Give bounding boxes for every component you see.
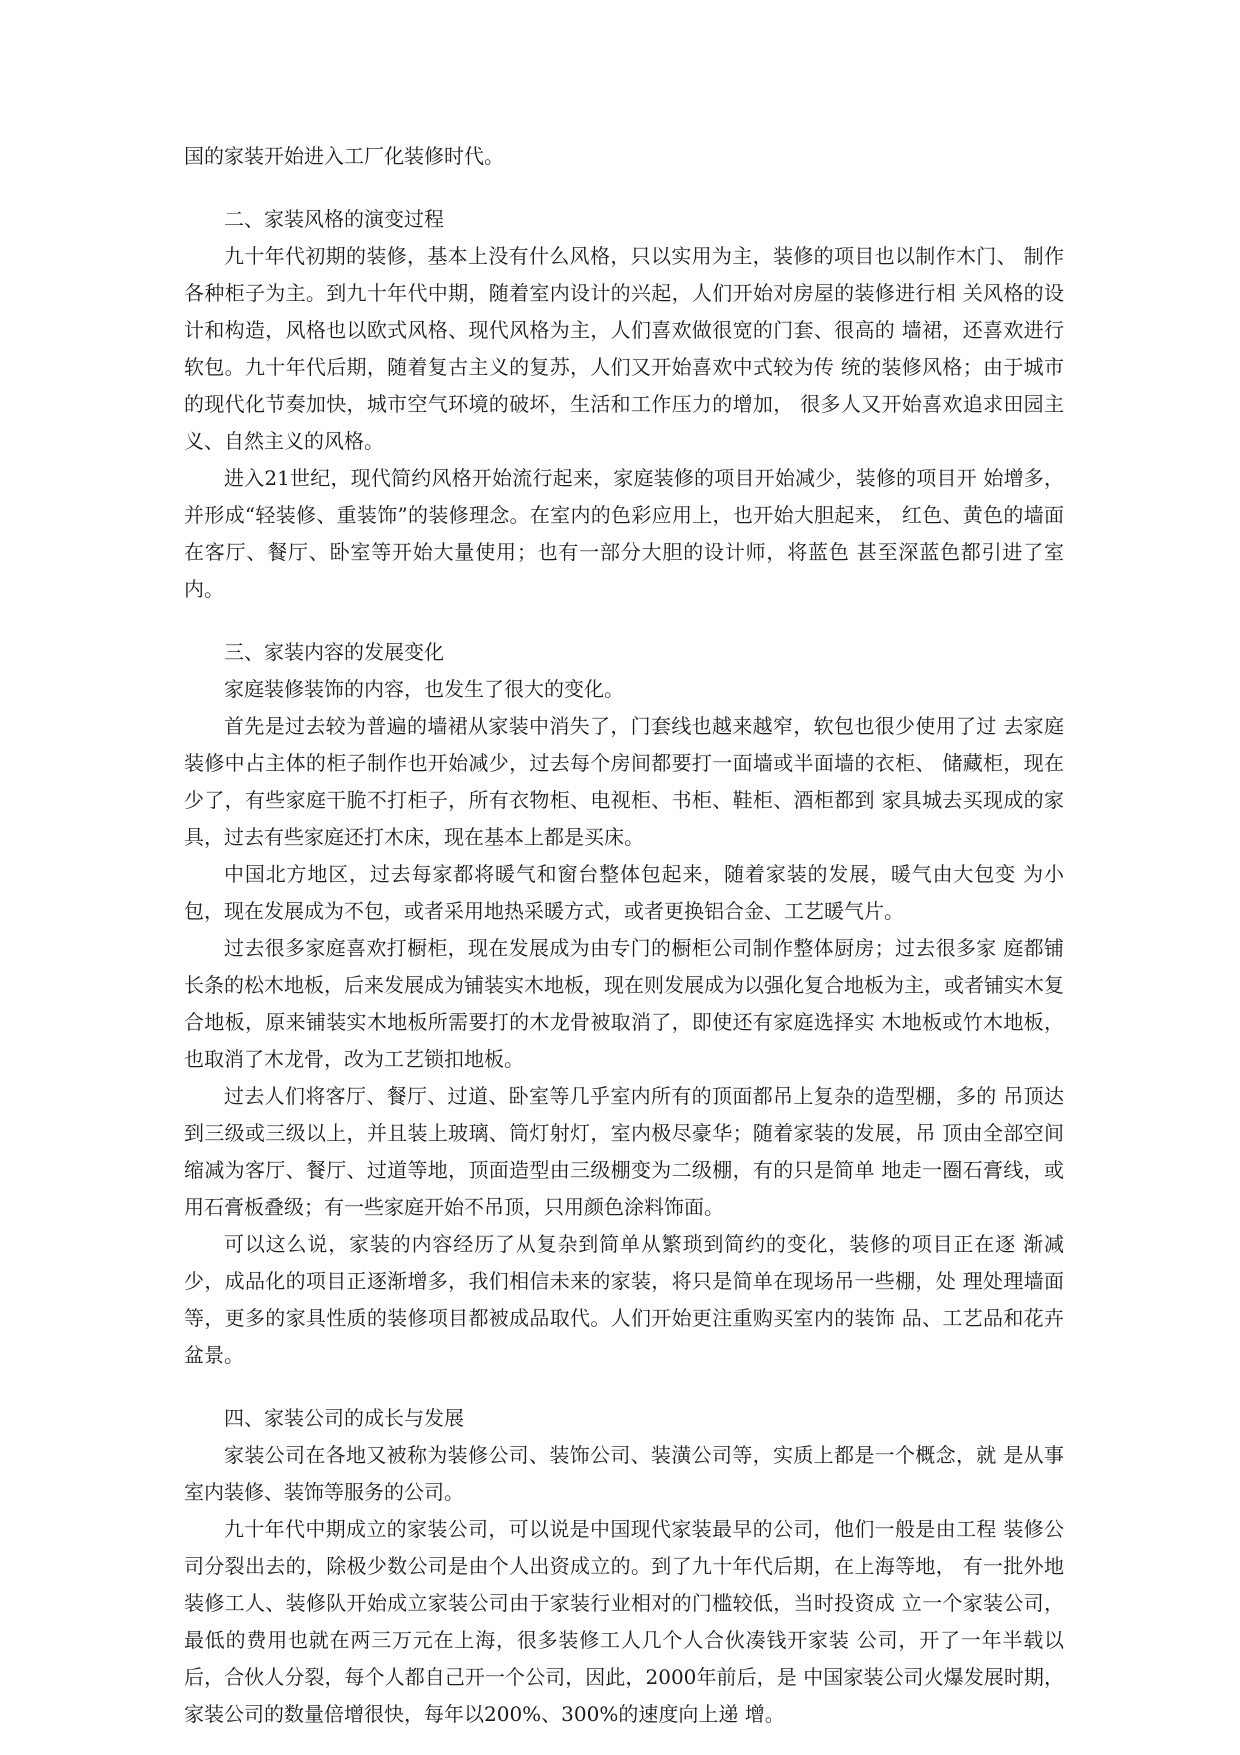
paragraph: 九十年代初期的装修，基本上没有什么风格，只以实用为主，装修的项目也以制作木门、 制作各种柜子为主。到九十年代中期，随着室内设计的兴起，人们开始对房屋的装修进行相 关风格的设计和构造，风格也以欧式风格、现代风格为主，人们喜欢做很宽的门套、很高的 墙裙，还喜欢进行软包。九十年代后期，随着复古主义的复苏，人们又开始喜欢中式较为传 统的装修风格；由于城市的现代化节奏加快，城市空气环境的破坏，生活和工作压力的增加， 很多人又开始喜欢追求田园主义、自然主义的风格。 [184,244,1064,453]
paragraph: 过去人们将客厅、餐厅、过道、卧室等几乎室内所有的顶面都吊上复杂的造型棚，多的 吊顶达到三级或三级以上，并且装上玻璃、筒灯射灯，室内极尽豪华；随着家装的发展，吊 顶由全部空间缩减为客厅、餐厅、过道等地，顶面造型由三级棚变为二级棚，有的只是简单 地走一圈石膏线，或用石膏板叠级；有一些家庭开始不吊顶，只用颜色涂料饰面。 [184,1084,1064,1219]
paragraph: 家装公司在各地又被称为装修公司、装饰公司、装潢公司等，实质上都是一个概念，就 是从事室内装修、装饰等服务的公司。 [184,1443,1064,1504]
paragraph: 家庭装修装饰的内容，也发生了很大的变化。 [224,677,624,701]
section-heading-styles: 二、家装风格的演变过程 [224,207,444,231]
paragraph: 过去很多家庭喜欢打橱柜，现在发展成为由专门的橱柜公司制作整体厨房；过去很多家 庭都铺长条的松木地板，后来发展成为铺装实木地板，现在则发展成为以强化复合地板为主，或者铺实木复合地板，原来铺装实木地板所需要打的木龙骨被取消了，即使还有家庭选择实 木地板或竹木地板，也取消了木龙骨，改为工艺锁扣地板。 [184,936,1064,1071]
paragraph: 中国北方地区，过去每家都将暖气和窗台整体包起来，随着家装的发展，暖气由大包变 为小包，现在发展成为不包，或者采用地热采暖方式，或者更换铝合金、工艺暖气片。 [184,862,1064,923]
paragraph: 可以这么说，家装的内容经历了从复杂到简单从繁琐到简约的变化，装修的项目正在逐 渐减少，成品化的项目正逐渐增多，我们相信未来的家装，将只是简单在现场吊一些棚，处 理处理墙面等，更多的家具性质的装修项目都被成品取代。人们开始更注重购买室内的装饰 品、工艺品和花卉盆景。 [184,1232,1064,1367]
paragraph: 进入21世纪，现代简约风格开始流行起来，家庭装修的项目开始减少，装修的项目开 始增多，并形成“轻装修、重装饰”的装修理念。在室内的色彩应用上，也开始大胆起来， 红色、黄色的墙面在客厅、餐厅、卧室等开始大量使用；也有一部分大胆的设计师，将蓝色 甚至深蓝色都引进了室内。 [184,466,1064,601]
section-heading-content: 三、家装内容的发展变化 [224,640,444,664]
paragraph: 首先是过去较为普遍的墙裙从家装中消失了，门套线也越来越窄，软包也很少使用了过 去家庭装修中占主体的柜子制作也开始减少，过去每个房间都要打一面墙或半面墙的衣柜、 储藏柜，现在少了，有些家庭干脆不打柜子，所有衣物柜、电视柜、书柜、鞋柜、酒柜都到 家具城去买现成的家具，过去有些家庭还打木床，现在基本上都是买床。 [184,714,1064,849]
paragraph: 九十年代中期成立的家装公司，可以说是中国现代家装最早的公司，他们一般是由工程 装修公司分裂出去的，除极少数公司是由个人出资成立的。到了九十年代后期，在上海等地， 有一批外地装修工人、装修队开始成立家装公司由于家装行业相对的门槛较低，当时投资成 立一个家装公司，最低的费用也就在两三万元在上海，很多装修工人几个人合伙凑钱开家装 公司，开了一年半载以后，合伙人分裂，每个人都自己开一个公司，因此，2000年前后，是 中国家装公司火爆发展时期，家装公司的数量倍增很快，每年以200%、300%的速度向上递 增。 [184,1517,1064,1726]
intro-line: 国的家装开始进入工厂化装修时代。 [184,144,504,168]
document-page [184,138,1064,1733]
section-heading-companies: 四、家装公司的成长与发展 [224,1406,464,1430]
